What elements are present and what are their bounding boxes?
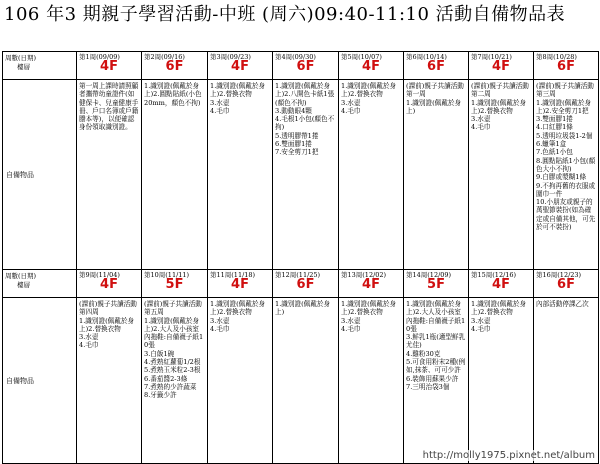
week-label: 第5周(10/07) [341, 53, 382, 61]
row-header-label [3, 52, 77, 80]
floor-label: 6F [557, 59, 575, 74]
week-label: 第12周(11/25) [275, 271, 321, 279]
items-list: (課前)親子共讀活動第四周 1.識別證(佩戴於身上)2.替換衣物 3.水壺 4.毛巾 [79, 300, 137, 350]
items-list: 1.識別證(佩戴於身上)2.替換衣物 3.水壺 4.毛巾 [210, 82, 266, 115]
week-label: 第10周(11/11) [144, 271, 190, 279]
week-cell [273, 270, 339, 298]
week-header-row [3, 270, 599, 298]
items-list: 1.識別證(佩戴於身上)2.圓點貼紙(小色20mm，顏色不拘) [144, 82, 202, 107]
week-cell [142, 52, 208, 80]
items-list: 內部活動停課乙次 [536, 300, 589, 308]
items-cell [339, 298, 404, 464]
floor-label: 4F [231, 277, 249, 292]
week-label: 第2周(09/16) [144, 53, 185, 61]
items-cell [339, 80, 404, 270]
schedule-table [2, 51, 599, 464]
floor-label: 4F [362, 59, 380, 74]
week-label: 第14周(12/09) [406, 271, 452, 279]
week-label: 第16周(12/23) [536, 271, 582, 279]
items-cell [142, 298, 208, 464]
week-cell [339, 52, 404, 80]
floor-label: 5F [427, 277, 445, 292]
week-cell [142, 270, 208, 298]
page-title: 106 年3 期親子學習活動-中班 (周六)09:40-11:10 活動自備物品表 [4, 4, 566, 25]
week-cell [273, 52, 339, 80]
week-header-row [3, 52, 599, 80]
week-label: 第8周(10/28) [536, 53, 577, 61]
week-date-header: 周數(日期) [5, 272, 37, 280]
items-cell [469, 80, 534, 270]
week-label: 第7周(10/21) [471, 53, 512, 61]
week-cell [534, 52, 599, 80]
floor-header: 樓層 [17, 281, 30, 289]
week-cell [339, 270, 404, 298]
floor-label: 4F [100, 59, 118, 74]
floor-label: 4F [100, 277, 118, 292]
items-list: 第一周上課時請照顧者攜帶幼童證件(如健保卡、兒童健康手冊、戶口名簿或戶籍謄本等)，以便確認身份領取識別證。 [79, 82, 139, 132]
floor-label: 4F [231, 59, 249, 74]
items-list: 1.識別證(佩戴於身上)2.八開色卡紙1張(顏色不拘) 3.動動眼4顆 4.毛根1小包(顏色不拘) 5.透明膠帶1捲 6.雙面膠1捲 7.安全剪刀1把 [275, 82, 335, 157]
week-date-header: 周數(日期) [5, 54, 37, 62]
week-label: 第6周(10/14) [406, 53, 447, 61]
items-cell [208, 80, 273, 270]
floor-header: 樓層 [17, 63, 30, 71]
items-cell [404, 298, 469, 464]
floor-label: 5F [165, 277, 184, 292]
week-cell [77, 270, 142, 298]
week-cell [534, 270, 599, 298]
week-label: 第4周(09/30) [275, 53, 316, 61]
items-cell [273, 298, 339, 464]
floor-label: 4F [362, 277, 380, 292]
week-label: 第13周(12/02) [341, 271, 387, 279]
watermark-url: http://molly1975.pixnet.net/album [422, 450, 595, 461]
week-cell [404, 270, 469, 298]
week-cell [469, 52, 534, 80]
floor-label: 4F [492, 59, 510, 74]
week-cell [208, 270, 273, 298]
items-list: 1.識別證(佩戴於身上)2.替換衣物 3.水壺 4.毛巾 [210, 300, 266, 333]
items-list: 1.識別證(佩戴於身上)2.替換衣物 3.水壺 4.毛巾 [471, 300, 527, 333]
items-cell [404, 80, 469, 270]
week-label: 第3周(09/23) [210, 53, 251, 61]
week-cell [208, 52, 273, 80]
week-cell [404, 52, 469, 80]
floor-label: 6F [427, 59, 445, 74]
week-cell [77, 52, 142, 80]
items-list: 1.識別證(佩戴於身上)2.替換衣物 3.水壺 4.毛巾 [341, 300, 397, 333]
items-list: 1.識別證(佩戴於身上)2.大人及小孩室內拖鞋:自備襪子紙10張 3.鮮乳1瓶(適型鮮乳尤佳) 4.雞粉30克 5.可食用粉末2種(例如,抹茶、可可少許 6.裝飾用蘇果少許 7.三明治袋3個 [406, 300, 466, 391]
items-cell [273, 80, 339, 270]
items-cell [77, 80, 142, 270]
floor-label: 6F [557, 277, 575, 292]
floor-label: 6F [165, 59, 184, 74]
row-header-label [3, 270, 77, 298]
week-label: 第9周(11/04) [79, 271, 120, 279]
items-row [3, 298, 599, 464]
items-list: 1.識別證(佩戴於身上)2.替換衣物 3.水壺 4.毛巾 [341, 82, 397, 115]
items-cell [469, 298, 534, 464]
items-cell [534, 80, 599, 270]
items-list: 1.識別證(佩戴於身上) [275, 300, 331, 317]
week-label: 第11周(11/18) [210, 271, 256, 279]
floor-label: 6F [296, 59, 315, 74]
items-side-label: 自備物品 [3, 298, 77, 464]
week-cell [469, 270, 534, 298]
items-cell [208, 298, 273, 464]
items-row [3, 80, 599, 270]
floor-label: 4F [492, 277, 510, 292]
items-list: (課前)親子共讀活動第一周 1.識別證(佩戴於身上) [406, 82, 464, 115]
week-label: 第1周(09/09) [79, 53, 120, 61]
week-label: 第15周(12/16) [471, 271, 517, 279]
items-list: (課前)親子共讀活動第三周 1.識別證(佩戴於身上)2.安全剪刀1把 3.雙面膠1捲 4.口紅膠1條 5.透明垃圾袋1-2個 6.蠟筆1盒 7.色紙1小包 8.圓點貼紙1小包(顏色大小不拘) 9.白膠或漿糊1條 9.不拘再舊的衣服或圍巾一件 10.小朋友或親子的萬聖節裝扮(如為確定或自備其他，可先於可不裝扮) [536, 82, 596, 232]
items-cell [77, 298, 142, 464]
items-side-label: 自備物品 [3, 80, 77, 270]
items-cell [142, 80, 208, 270]
floor-label: 6F [296, 277, 315, 292]
items-list: (課前)親子共讀活動第五周 1.識別證(佩戴於身上)2.大人及小孩室內拖鞋:自備襪子紙10張 3.白飯1碗 4.煮熟紅蘿蔔1/2根 5.煮熟玉米粒2-3根 6.番茄醬2-3條 7.煮熟的少許蔬菜 8.牙籤少許 [144, 300, 204, 400]
items-list: (課前)親子共讀活動第二周 1.識別證(佩戴於身上)2.替換衣物 3.水壺 4.毛巾 [471, 82, 529, 132]
items-cell [534, 298, 599, 464]
